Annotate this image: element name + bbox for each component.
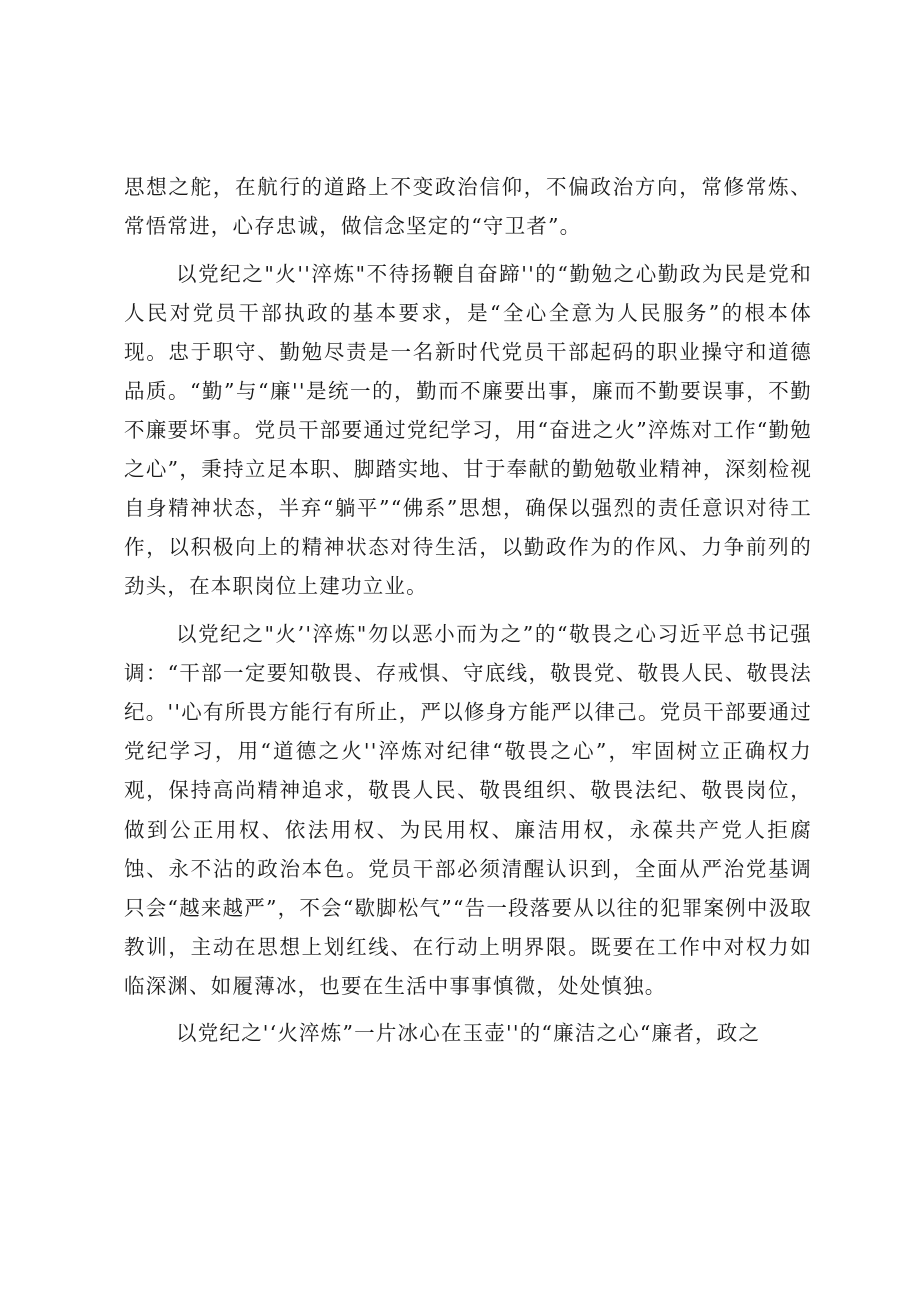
paragraph: 以党纪之'‘火淬炼”一片冰心在玉壶''的“廉洁之心“廉者，政之 bbox=[176, 1021, 761, 1046]
paragraph: 以党纪之"火’'淬炼"勿以恶小而为之”的“敬畏之心习近平总书记强调：“干部一定要知敬畏、存戒惧、守底线，敬畏党、敬畏人民、敬畏法纪。''心有所畏方能行有所止，严以修身方能严以律己。党员干部要通过党纪学习，用“道德之火''淬炼对纪律“敬畏之心”，牢固树立正确权力观，保持高尚精神追求，敬畏人民、敬畏组织、敬畏法纪、敬畏岗位，做到公正用权、依法用权、为民用权、廉洁用权，永葆共产党人拒腐蚀、永不沾的政治本色。党员干部必须清醒认识到，全面从严治党基调只会“越来越严”，不会“歇脚松气”“告一段落要从以往的犯罪案例中汲取教训，主动在思想上划红线、在行动上明界限。既要在工作中对权力如临深渊、如履薄冰，也要在生活中事事慎微，处处慎独。 bbox=[124, 622, 812, 998]
paragraph: 以党纪之"火''淬炼"不待扬鞭自奋蹄''的“勤勉之心勤政为民是党和人民对党员干部执政的基本要求，是“全心全意为人民服务”的根本体现。忠于职守、勤勉尽责是一名新时代党员干部起码的职业操守和道德品质。“勤”与“廉''是统一的，勤而不廉要出事，廉而不勤要误事，不勤不廉要坏事。党员干部要通过党纪学习，用“奋进之火”淬炼对工作“勤勉之心”，秉持立足本职、脚踏实地、甘于奉献的勤勉敬业精神，深刻检视自身精神状态，半弃“躺平”“佛系”思想，确保以强烈的责任意识对待工作，以积极向上的精神状态对待生活，以勤政作为的作风、力争前列的劲头，在本职岗位上建功立业。 bbox=[124, 261, 812, 599]
paragraph: 思想之舵，在航行的道路上不变政治信仰，不偏政治方向，常修常炼、常悟常进，心存忠诚，做信念坚定的“守卫者”。 bbox=[124, 175, 812, 239]
document-body bbox=[124, 168, 812, 1062]
